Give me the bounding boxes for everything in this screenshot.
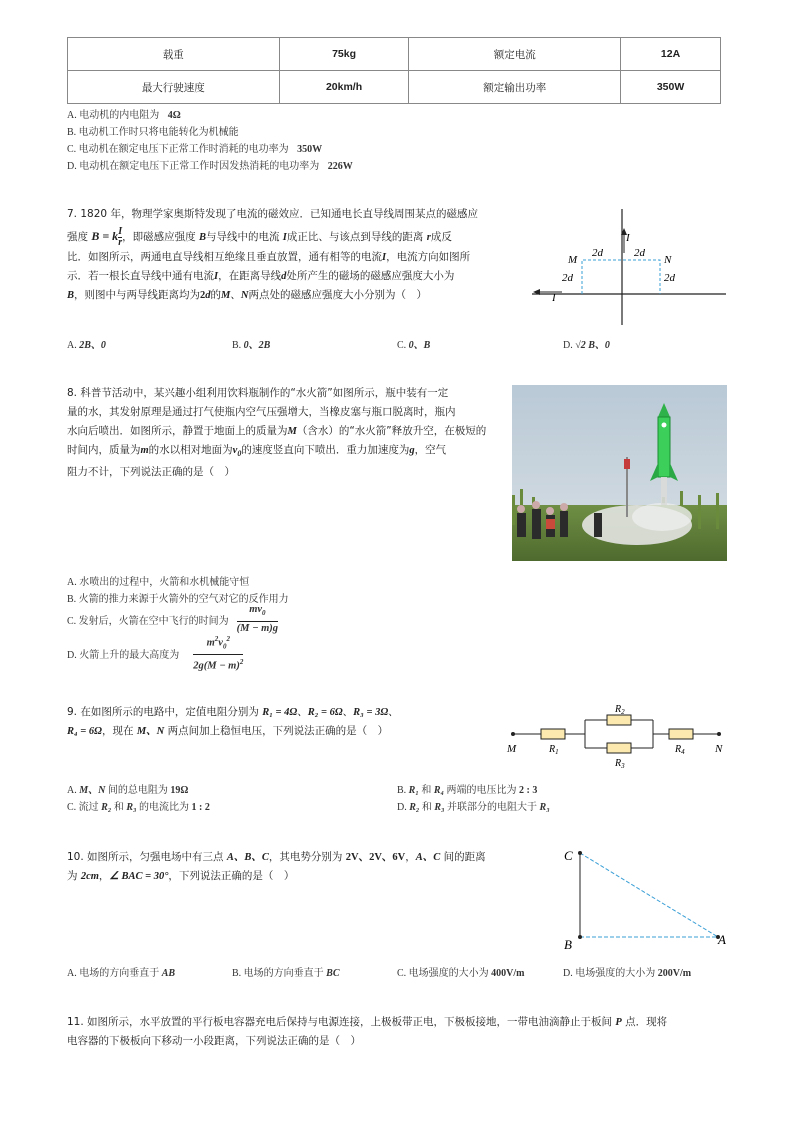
q7-wire-diagram xyxy=(526,205,730,329)
option-value: 226W xyxy=(327,161,353,172)
table-cell: 75kg xyxy=(279,38,409,71)
q10-stem: 10. 如图所示，匀强电场中有三点 A、B、C，其电势分别为 2V、2V、6V，A、C 间的距离 为 2cm，∠ BAC = 30°，下列说法正确的是（ ） xyxy=(67,851,486,882)
terminal-n-label: N xyxy=(715,743,723,755)
resistor-r4 xyxy=(669,729,693,739)
current-label-i: I xyxy=(626,232,630,244)
table-row xyxy=(68,71,721,104)
side-ac xyxy=(580,853,718,937)
formula-b-kir: B = k $\frac{I}{r}$ xyxy=(91,225,123,248)
distance-label: 2d xyxy=(592,247,603,259)
option-value: 4Ω xyxy=(167,110,181,121)
q10-option-c[interactable]: C. 电场强度的大小为 400V/m xyxy=(397,968,525,979)
q7-option-d[interactable]: D. √2 B、0 xyxy=(563,340,610,351)
option-text: 电动机工作时只将电能转化为机械能 xyxy=(78,127,239,138)
q6-option-c[interactable] xyxy=(67,140,322,155)
q7-line-1: 7. 1820 年，物理学家奥斯特发现了电流的磁效应．已知通电长直导线周围某点的磁感应 xyxy=(67,208,478,220)
table-cell: 载重 xyxy=(68,38,280,71)
spec-table xyxy=(67,37,721,104)
q7-line-3: 比．如图所示，两通电直导线相互绝缘且垂直放置，通有相等的电流I，电流方向如图所 xyxy=(67,251,471,263)
q9-option-c[interactable]: C. 流过 R₂ 和 R₃ 的电流比为 1 : 2 xyxy=(67,802,210,813)
current-label-i: I xyxy=(552,292,556,304)
q10-option-a[interactable]: A. 电场的方向垂直于 AB xyxy=(67,968,176,979)
formula-max-height: $m^2v_0^2$ $2g(M - m)^2$ xyxy=(193,632,243,673)
distance-label: 2d xyxy=(562,272,573,284)
q8-option-b[interactable]: B. 火箭的推力来源于火箭外的空气对它的反作用力 xyxy=(67,594,289,605)
option-label: A. xyxy=(67,110,77,121)
q10-triangle-diagram xyxy=(560,843,734,953)
q6-option-d[interactable] xyxy=(67,157,353,172)
terminal-n xyxy=(717,732,721,736)
table-cell: 350W xyxy=(621,71,721,104)
q8-option-c[interactable]: C. 发射后，火箭在空中飞行的时间为 $mv_0$ (M − m)g xyxy=(67,604,279,634)
q9-option-a[interactable]: A. M、N 间的总电阻为 19Ω xyxy=(67,785,189,796)
q9-option-b[interactable]: B. R₁ 和 R₄ 两端的电压比为 2 : 3 xyxy=(397,785,538,796)
distance-label: 2d xyxy=(664,272,675,284)
table-cell: 12A xyxy=(621,38,721,71)
resistor-r2 xyxy=(607,715,631,725)
q9-circuit-diagram xyxy=(505,700,731,768)
q6-option-b[interactable] xyxy=(67,123,239,138)
formula-flight-time: $mv_0$ (M − m)g xyxy=(236,604,279,634)
q7-option-c[interactable]: C. 0、B xyxy=(397,340,431,351)
dashed-guide xyxy=(582,260,660,294)
point-c-label: C xyxy=(564,848,573,863)
option-text: 电动机在额定电压下正常工作时消耗的电功率为 xyxy=(78,144,289,155)
q8-stem: 8. 科普节活动中，某兴趣小组利用饮料瓶制作的“水火箭”如图所示，瓶中装有一定 量的水，其发射原理是通过打气使瓶内空气压强增大，当橡皮塞与瓶口脱离时，瓶内 水向后喷出．如图所示，静置于地面上的质量为M（含水）的“水火箭”释放升空，在极短的 时间内，质量为m的水以相对地面为$v_0$的速度竖直向下喷出．重力加速度为g，空气 阻力不计，下列说法正确的是（ ） xyxy=(67,387,487,479)
point-b-label: B xyxy=(564,937,572,952)
q7-line-5: B，则图中与两导线距离均为2d的M、N两点处的磁感应强度大小分别为（ ） xyxy=(67,289,427,301)
point-m-label: M xyxy=(568,254,578,266)
q6-option-a[interactable] xyxy=(67,106,181,121)
option-text: 电动机的内电阻为 xyxy=(79,110,160,121)
point-n-label: N xyxy=(664,254,672,266)
resistor-r3 xyxy=(607,743,631,753)
table-cell: 额定电流 xyxy=(409,38,621,71)
table-cell: 额定输出功率 xyxy=(409,71,621,104)
r1-label: $R_1$ xyxy=(549,744,559,756)
option-label: B. xyxy=(67,127,77,138)
q7-line-4: 示．若一根长直导线中通有电流I，在距离导线d处所产生的磁场的磁感应强度大小为 xyxy=(67,270,455,282)
q10-option-d[interactable]: D. 电场强度的大小为 200V/m xyxy=(563,968,692,979)
q7-stem xyxy=(67,205,527,305)
q9-option-d[interactable]: D. R₂ 和 R₃ 并联部分的电阻大于 R₃ xyxy=(397,802,550,813)
option-label: C. xyxy=(67,144,77,155)
table-cell: 最大行驶速度 xyxy=(68,71,280,104)
distance-label: 2d xyxy=(634,247,645,259)
option-text: 电动机在额定电压下正常工作时因发热消耗的电功率为 xyxy=(79,161,320,172)
point-a-label: A xyxy=(718,932,726,947)
q9-stem: 9. 在如图所示的电路中，定值电阻分别为 R₁ = 4Ω、R₂ = 6Ω、R₃ = 3Ω、 R₄ = 6Ω，现在 M、N 两点间加上稳恒电压，下列说法正确的是（ ） xyxy=(67,706,399,737)
r4-label: $R_4$ xyxy=(675,744,685,756)
q7-option-b[interactable]: B. 0、2B xyxy=(232,340,271,351)
terminal-m xyxy=(511,732,515,736)
option-label: D. xyxy=(67,161,77,172)
resistor-r1 xyxy=(541,729,565,739)
q8-option-a[interactable]: A. 水喷出的过程中，火箭和水机械能守恒 xyxy=(67,577,250,588)
table-row xyxy=(68,38,721,71)
q7-option-a[interactable]: A. 2B、0 xyxy=(67,340,106,351)
q8-option-d[interactable]: D. 火箭上升的最大高度为 $m^2v_0^2$ $2g(M - m)^2$ xyxy=(67,636,243,670)
q10-option-b[interactable]: B. 电场的方向垂直于 BC xyxy=(232,968,340,979)
terminal-m-label: M xyxy=(507,743,517,755)
r3-label: $R_3$ xyxy=(615,758,625,768)
r2-label: $R_2$ xyxy=(615,704,625,716)
q7-line-2: 强度 B = k $\frac{I}{r}$ ，即磁感应强度 B与导线中的电流 I成正比、与该点到导线的距离 r成反 xyxy=(67,225,452,248)
option-value: 350W xyxy=(297,144,323,155)
table-cell: 20km/h xyxy=(279,71,409,104)
q11-stem: 11. 如图所示，水平放置的平行板电容器充电后保持与电源连接，上极板带正电，下极板接地，一带电油滴静止于板间 P 点．现将 电容器的下极板向下移动一小段距离，下列说法正确的是（ ） xyxy=(67,1016,668,1047)
water-rocket-photo xyxy=(512,385,727,561)
